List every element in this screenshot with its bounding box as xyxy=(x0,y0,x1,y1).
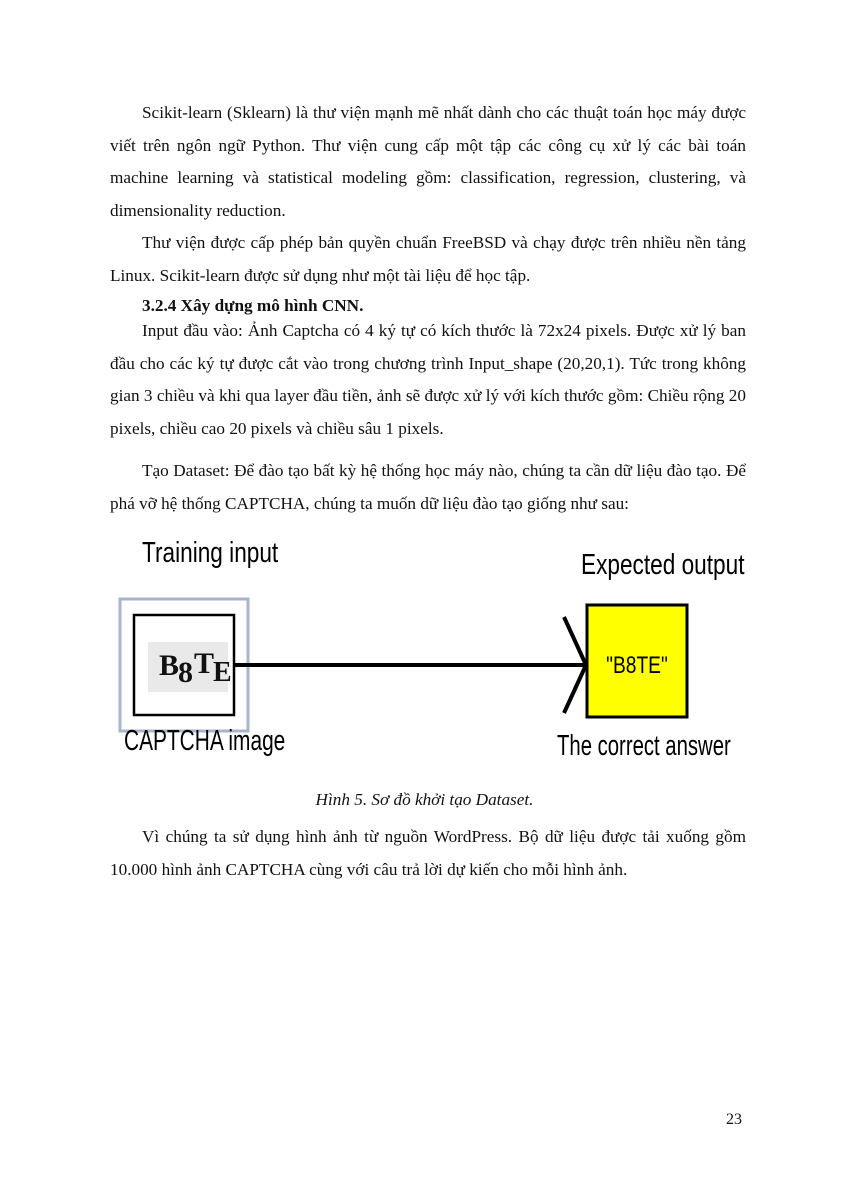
paragraph-input: Input đầu vào: Ảnh Captcha có 4 ký tự có kích thước là 72x24 pixels. Được xử lý ban đầu cho các ký tự được cắt vào trong chương trình Input_shape (20,20,1). Tức trong không gian 3 chiều và khi qua layer đầu tiền, ảnh sẽ được xử lý với kích thước gồm: Chiều rộng 20 pixels, chiều cao 20 pixels và chiều sâu 1 pixels. xyxy=(110,321,746,438)
expected-output-label: Expected output xyxy=(581,549,745,581)
correct-answer-label: The correct answer xyxy=(557,730,731,762)
paragraph-wordpress: Vì chúng ta sử dụng hình ảnh từ nguồn WordPress. Bộ dữ liệu được tải xuống gồm 10.000 hình ảnh CAPTCHA cùng với câu trả lời dự kiến cho mỗi hình ảnh. xyxy=(110,827,746,879)
section-heading: 3.2.4 Xây dựng mô hình CNN. xyxy=(142,296,364,315)
input-section xyxy=(110,315,746,445)
paragraph-sklearn-license: Thư viện được cấp phép bản quyền chuẩn FreeBSD và chạy được trên nhiều nền tảng Linux. Scikit-learn được sử dụng như một tài liệu để học tập. xyxy=(110,233,746,285)
training-input-label: Training input xyxy=(142,537,279,569)
captcha-char: T xyxy=(194,647,215,680)
figure-caption: Hình 5. Sơ đồ khởi tạo Dataset. xyxy=(315,790,534,809)
paragraph-sklearn-intro: Scikit-learn (Sklearn) là thư viện mạnh mẽ nhất dành cho các thuật toán học máy được viết trên ngôn ngữ Python. Thư viện cung cấp một tập các công cụ xử lý các bài toán machine learning và statistical modeling gồm: classification, regression, clustering, và dimensionality reduction. xyxy=(110,103,746,220)
dataset-diagram xyxy=(118,535,745,765)
captcha-char: 8 xyxy=(178,656,193,689)
paragraph-dataset: Tạo Dataset: Để đào tạo bất kỳ hệ thống học máy nào, chúng ta cần dữ liệu đào tạo. Để phá vỡ hệ thống CAPTCHA, chúng ta muốn dữ liệu đào tạo giống như sau: xyxy=(110,461,746,513)
captcha-char: B xyxy=(159,649,180,682)
page-number: 23 xyxy=(726,1111,742,1128)
answer-text: "B8TE" xyxy=(606,650,668,679)
dataset-section xyxy=(110,455,746,520)
sklearn-section xyxy=(110,97,746,292)
captcha-char: E xyxy=(213,657,232,688)
wordpress-section xyxy=(110,821,746,886)
captcha-image-label: CAPTCHA image xyxy=(124,725,286,757)
